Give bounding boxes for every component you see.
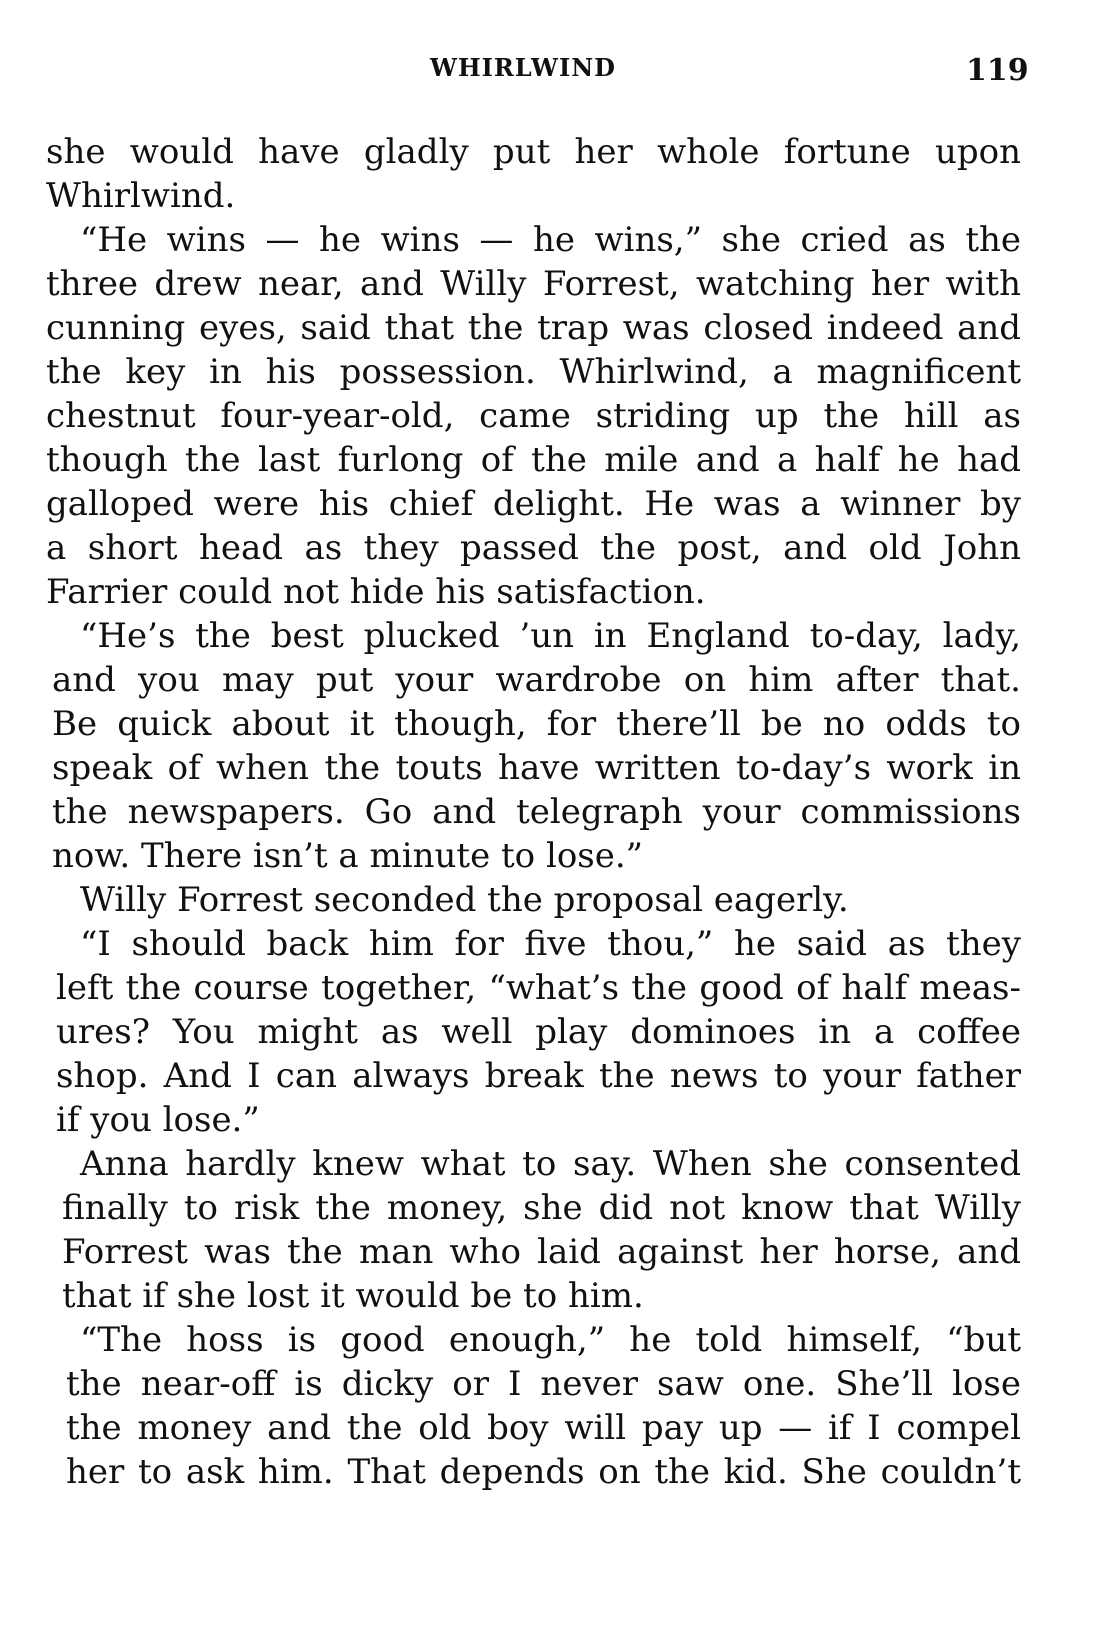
text-line: a short head as they passed the post, and old John bbox=[46, 528, 1021, 568]
text-line: cunning eyes, said that the trap was closed indeed and bbox=[46, 308, 1021, 348]
text-line: if you lose.” bbox=[56, 1100, 260, 1140]
text-line: the near-off is dicky or I never saw one. She’ll lose bbox=[66, 1364, 1021, 1404]
text-line: three drew near, and Willy Forrest, watching her with bbox=[46, 264, 1021, 304]
text-line: “He wins — he wins — he wins,” she cried as the bbox=[80, 220, 1021, 260]
text-line: galloped were his chief delight. He was a winner by bbox=[46, 484, 1021, 524]
text-line: Be quick about it though, for there’ll be no odds to bbox=[52, 704, 1021, 744]
text-line: “He’s the best plucked ’un in England to-day, lady, bbox=[80, 616, 1021, 656]
text-line: and you may put your wardrobe on him after that. bbox=[52, 660, 1021, 700]
text-line: chestnut four-year-old, came striding up the hill as bbox=[46, 396, 1021, 436]
text-line: ures? You might as well play dominoes in a coffee bbox=[56, 1012, 1021, 1052]
text-line: Anna hardly knew what to say. When she consented bbox=[80, 1144, 1021, 1184]
text-line: speak of when the touts have written to-day’s work in bbox=[52, 748, 1021, 788]
page-number: 119 bbox=[966, 53, 1029, 88]
text-line: Willy Forrest seconded the proposal eagerly. bbox=[80, 880, 849, 920]
text-line: the key in his possession. Whirlwind, a magnificent bbox=[46, 352, 1021, 392]
text-line: the newspapers. Go and telegraph your commissions bbox=[52, 792, 1021, 832]
text-line: finally to risk the money, she did not know that Willy bbox=[62, 1188, 1021, 1228]
text-line: her to ask him. That depends on the kid. She couldn’t bbox=[66, 1452, 1021, 1492]
text-line: shop. And I can always break the news to your father bbox=[56, 1056, 1021, 1096]
text-line: “The hoss is good enough,” he told himself, “but bbox=[80, 1320, 1021, 1360]
text-line: left the course together, “what’s the good of half meas- bbox=[56, 968, 1021, 1008]
text-line: she would have gladly put her whole fortune upon bbox=[46, 132, 1021, 172]
body-text bbox=[46, 130, 1021, 1494]
text-line: though the last furlong of the mile and a half he had bbox=[46, 440, 1021, 480]
text-line: now. There isn’t a minute to lose.” bbox=[52, 836, 644, 876]
running-head: WHIRLWIND bbox=[430, 53, 616, 82]
text-line: Whirlwind. bbox=[46, 176, 236, 216]
text-line: Farrier could not hide his satisfaction. bbox=[46, 572, 706, 612]
text-line: that if she lost it would be to him. bbox=[62, 1276, 644, 1316]
text-line: Forrest was the man who laid against her horse, and bbox=[62, 1232, 1021, 1272]
text-line: “I should back him for five thou,” he said as they bbox=[80, 924, 1021, 964]
text-line: the money and the old boy will pay up — if I compel bbox=[66, 1408, 1021, 1448]
